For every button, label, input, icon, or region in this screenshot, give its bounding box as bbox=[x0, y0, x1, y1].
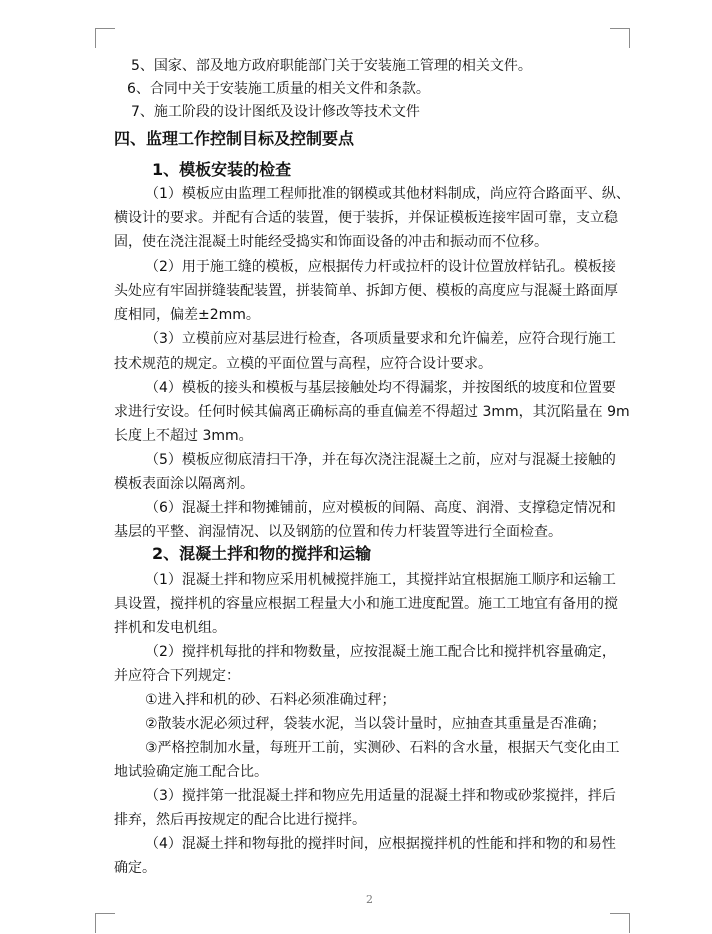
crop-mark-bottom-right-v bbox=[629, 913, 630, 933]
paragraph-line: （4）模板的接头和模板与基层接触处均不得漏浆，并按图纸的坡度和位置要 bbox=[145, 380, 616, 396]
paragraph-line: 长度上不超过 3mm。 bbox=[114, 428, 253, 444]
paragraph-line: （1）模板应由监理工程师批准的钢模或其他材料制成，尚应符合路面平、纵、 bbox=[145, 186, 630, 202]
crop-mark-top-left-v bbox=[95, 28, 96, 48]
paragraph-line: 基层的平整、润湿情况、以及钢筋的位置和传力杆装置等进行全面检查。 bbox=[114, 524, 562, 540]
paragraph-line: （2）用于施工缝的模板，应根据传力杆或拉杆的设计位置放样钻孔。模板接 bbox=[145, 259, 616, 275]
paragraph-line: 求进行安设。任何时候其偏离正确标高的垂直偏差不得超过 3mm，其沉陷量在 9m bbox=[114, 404, 630, 420]
paragraph-line: 头处应有牢固拼缝装配装置，拼装简单、拆卸方便、模板的高度应与混凝土路面厚 bbox=[114, 283, 618, 299]
crop-mark-bottom-right-h bbox=[610, 913, 630, 914]
paragraph-line: 模板表面涂以隔离剂。 bbox=[114, 476, 254, 492]
paragraph-line: （3）搅拌第一批混凝土拌和物应先用适量的混凝土拌和物或砂浆搅拌，拌后 bbox=[145, 788, 616, 804]
crop-mark-top-right-v bbox=[629, 28, 630, 48]
paragraph-line: （6）混凝土拌和物摊铺前，应对模板的间隔、高度、润滑、支撑稳定情况和 bbox=[145, 500, 616, 516]
paragraph-line: 并应符合下列规定： bbox=[114, 668, 240, 684]
subsection-heading: 1、模板安装的检查 bbox=[152, 160, 292, 179]
list-item: ①进入拌和机的砂、石料必须准确过秤； bbox=[145, 692, 396, 708]
paragraph-line: （2）搅拌机每批的拌和物数量，应按混凝土施工配合比和搅拌机容量确定， bbox=[145, 644, 616, 660]
paragraph-line: （1）混凝土拌和物应采用机械搅拌施工，其搅拌站宜根据施工顺序和运输工 bbox=[145, 572, 616, 588]
paragraph-line: 具设置，搅拌机的容量应根据工程量大小和施工进度配置。施工工地宜有备用的搅 bbox=[114, 596, 618, 612]
paragraph-line: 技术规范的规定。立模的平面位置与高程，应符合设计要求。 bbox=[114, 356, 492, 372]
list-item: 5、国家、部及地方政府职能部门关于安装施工管理的相关文件。 bbox=[131, 58, 532, 74]
paragraph-line: （3）立模前应对基层进行检查，各项质量要求和允许偏差，应符合现行施工 bbox=[145, 331, 616, 347]
crop-mark-top-right-h bbox=[610, 28, 630, 29]
section-heading: 四、监理工作控制目标及控制要点 bbox=[114, 129, 355, 148]
paragraph-line: 确定。 bbox=[114, 860, 156, 876]
paragraph-line: 横设计的要求。并配有合适的装置，便于装拆，并保证模板连接牢固可靠，支立稳 bbox=[114, 210, 618, 226]
list-item: ②散装水泥必须过秤，袋装水泥，当以袋计量时，应抽查其重量是否准确； bbox=[145, 716, 606, 732]
paragraph-line: 度相同，偏差±2mm。 bbox=[114, 307, 260, 323]
crop-mark-bottom-left-v bbox=[95, 913, 96, 933]
paragraph-line: （4）混凝土拌和物每批的搅拌时间，应根据搅拌机的性能和拌和物的和易性 bbox=[145, 836, 616, 852]
crop-mark-top-left-h bbox=[95, 28, 115, 29]
subsection-heading: 2、混凝土拌和物的搅拌和运输 bbox=[152, 544, 372, 563]
list-item: ③严格控制加水量，每班开工前，实测砂、石料的含水量，根据天气变化由工 bbox=[145, 740, 620, 756]
paragraph-line: 排弃，然后再按规定的配合比进行搅拌。 bbox=[114, 812, 366, 828]
paragraph-line: 地试验确定施工配合比。 bbox=[114, 764, 268, 780]
paragraph-line: 固，使在浇注混凝土时能经受捣实和饰面设备的冲击和振动而不位移。 bbox=[114, 234, 548, 250]
paragraph-line: 拌机和发电机组。 bbox=[114, 620, 226, 636]
crop-mark-bottom-left-h bbox=[95, 913, 115, 914]
paragraph-line: （5）模板应彻底清扫干净，并在每次浇注混凝土之前，应对与混凝土接触的 bbox=[145, 452, 616, 468]
page-number: 2 bbox=[366, 893, 373, 906]
list-item: 7、施工阶段的设计图纸及设计修改等技术文件 bbox=[131, 104, 420, 120]
list-item: 6、合同中关于安装施工质量的相关文件和条款。 bbox=[127, 81, 430, 97]
